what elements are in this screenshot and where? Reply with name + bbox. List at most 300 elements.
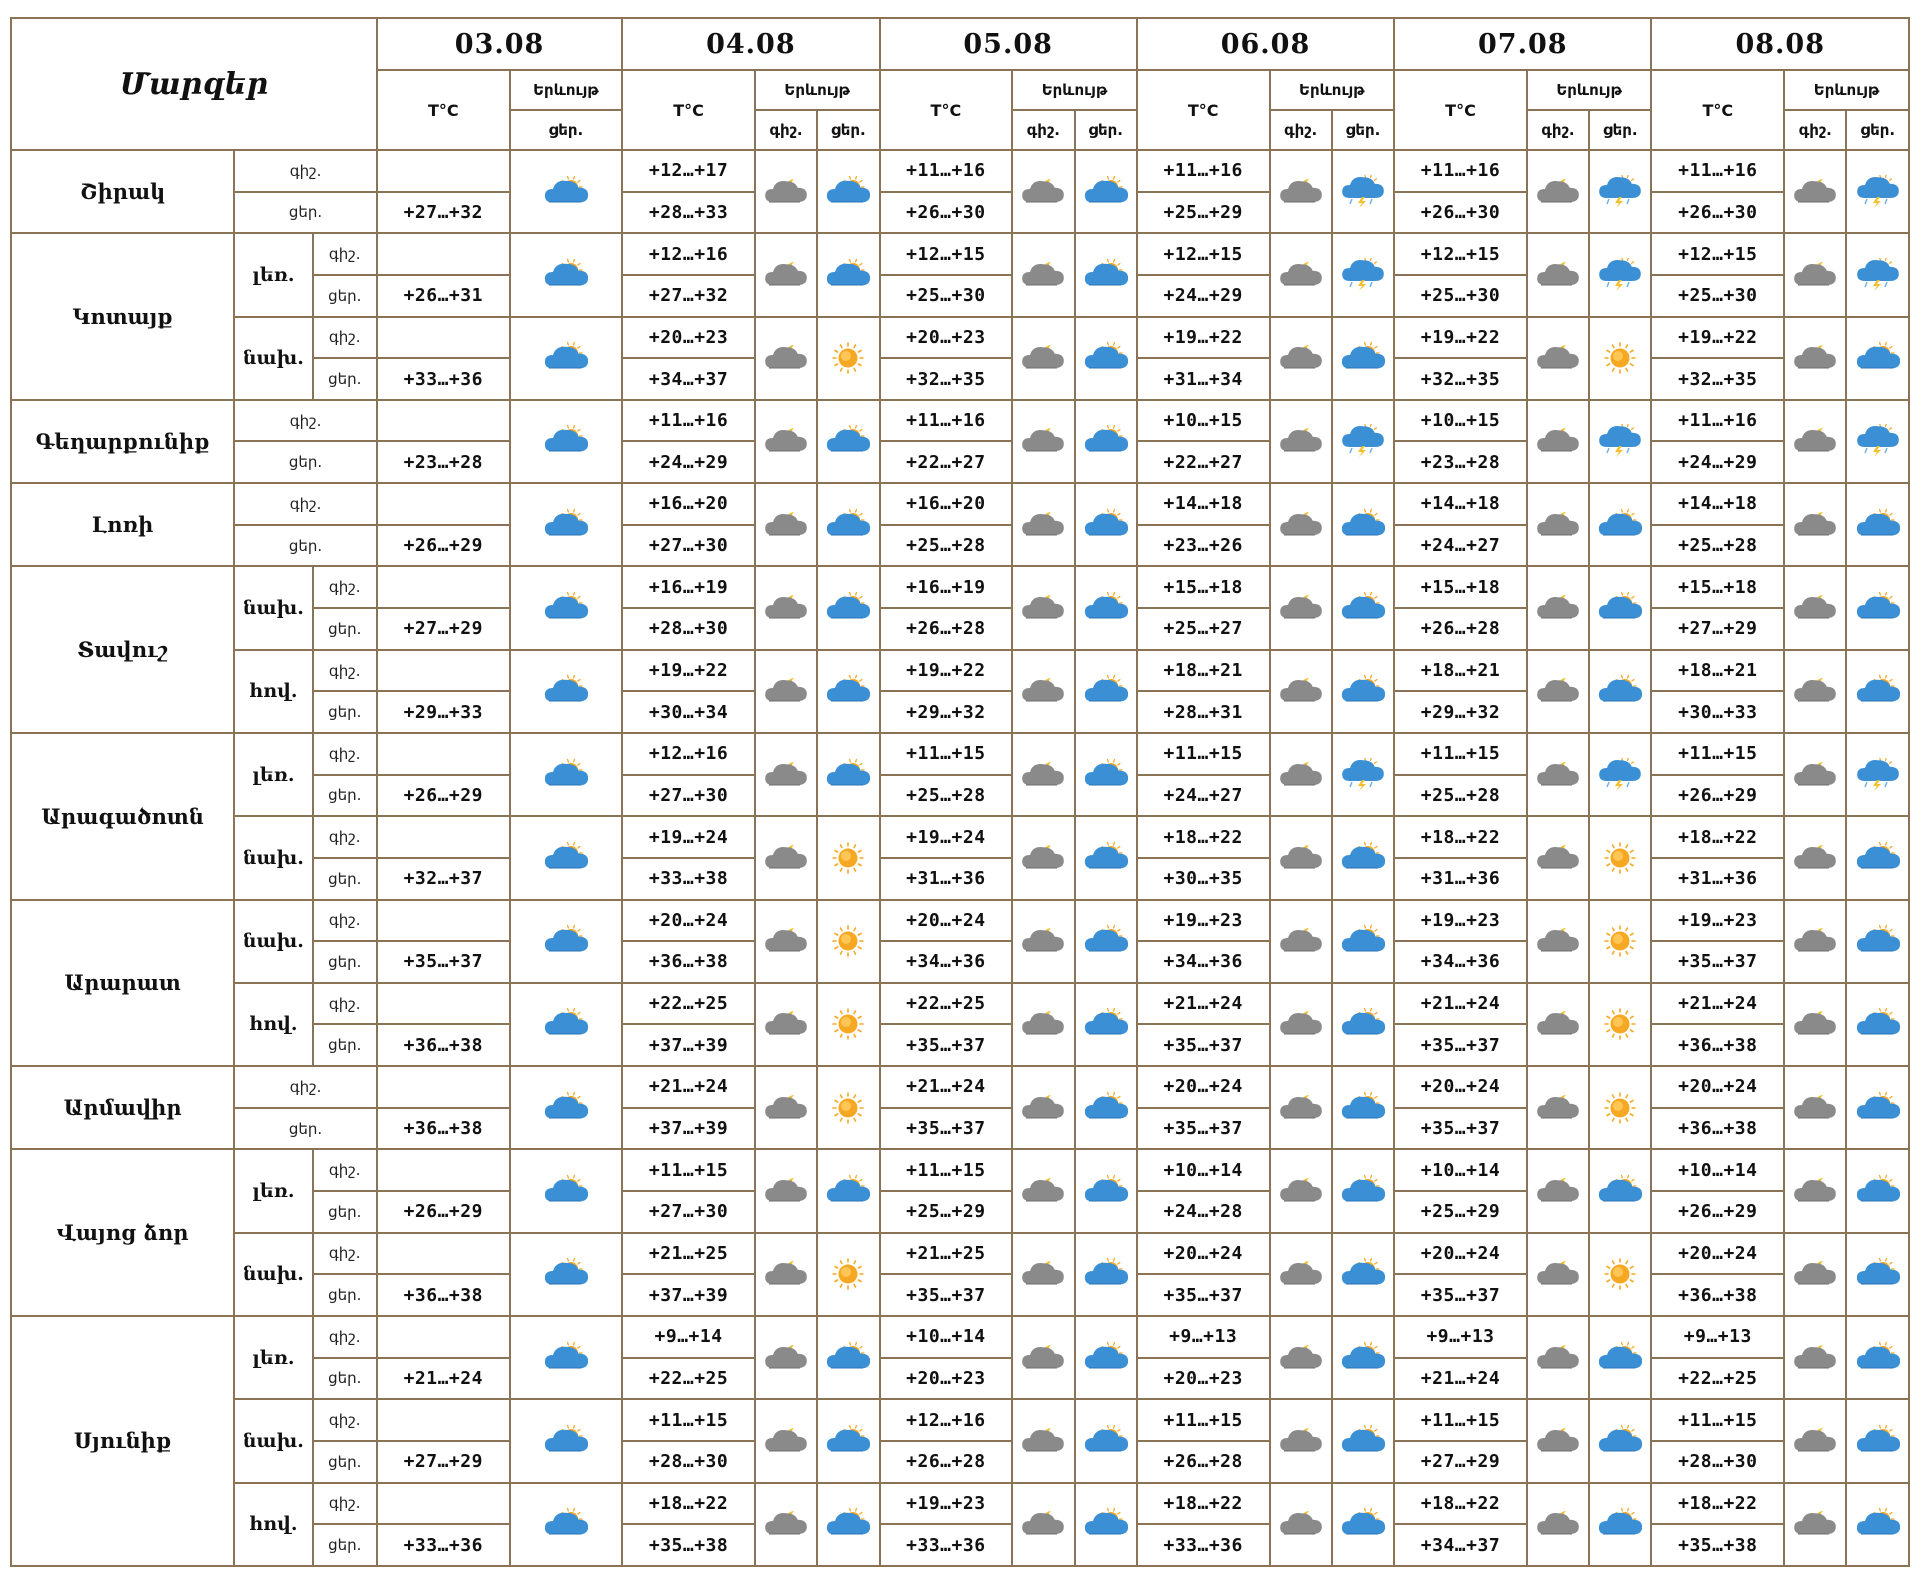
weather-cell — [755, 650, 817, 733]
night-label: գիշ. — [313, 900, 377, 942]
weather-cell — [1075, 1399, 1137, 1482]
night-temperature: +16…+20 — [880, 483, 1013, 525]
day-temperature: +24…+27 — [1394, 525, 1527, 567]
partly-cloudy-sun-icon — [1084, 1007, 1128, 1041]
day-temperature: +25…+29 — [880, 1191, 1013, 1233]
temperature-header: T°C — [377, 70, 510, 150]
weather-cell — [1589, 1149, 1651, 1232]
region-name: Շիրակ — [11, 150, 234, 233]
weather-cell — [1012, 400, 1074, 483]
weather-cell — [1332, 233, 1394, 316]
sub-area-label: հով. — [234, 983, 312, 1066]
night-temperature: +14…+18 — [1394, 483, 1527, 525]
table-row — [11, 900, 1909, 942]
weather-cell — [1075, 150, 1137, 233]
weather-cell — [1589, 483, 1651, 566]
partly-cloudy-sun-icon — [1084, 758, 1128, 792]
day-label: ցեր. — [313, 691, 377, 733]
day-temperature: +30…+34 — [622, 691, 755, 733]
night-label: գիշ. — [234, 483, 377, 525]
night-temperature: +12…+15 — [1394, 233, 1527, 275]
night-label: գիշ. — [313, 733, 377, 775]
night-subheader: գիշ. — [1784, 110, 1846, 150]
weather-cell — [755, 1149, 817, 1232]
day-temperature: +26…+28 — [1394, 608, 1527, 650]
weather-cell — [1589, 150, 1651, 233]
day-temperature: +27…+29 — [377, 1441, 510, 1483]
night-temperature: +20…+24 — [1651, 1233, 1784, 1275]
weather-cell — [510, 1399, 623, 1482]
weather-cell — [1846, 983, 1909, 1066]
night-temperature: +21…+24 — [1137, 983, 1270, 1025]
partly-cloudy-sun-icon — [544, 591, 588, 625]
day-temperature: +25…+30 — [1651, 275, 1784, 317]
weather-cell — [1012, 900, 1074, 983]
partly-cloudy-sun-icon — [1341, 1341, 1385, 1375]
sun-icon — [826, 1007, 870, 1041]
partly-cloudy-sun-icon — [1341, 1257, 1385, 1291]
weather-cell — [755, 816, 817, 899]
day-temperature: +35…+37 — [880, 1024, 1013, 1066]
day-temperature: +20…+23 — [880, 1358, 1013, 1400]
table-row — [11, 150, 1909, 192]
night-temperature: +21…+24 — [880, 1066, 1013, 1108]
night-temperature: +15…+18 — [1394, 566, 1527, 608]
night-temperature: +14…+18 — [1651, 483, 1784, 525]
cloud-moon-icon — [1279, 758, 1323, 792]
weather-cell — [1846, 566, 1909, 649]
night-temperature: +10…+14 — [880, 1316, 1013, 1358]
night-temperature: +16…+19 — [622, 566, 755, 608]
forecast-table — [10, 17, 1910, 1567]
weather-cell — [1589, 1483, 1651, 1567]
partly-cloudy-sun-icon — [544, 424, 588, 458]
cloud-moon-icon — [1536, 508, 1580, 542]
partly-cloudy-sun-icon — [544, 1007, 588, 1041]
weather-cell — [1846, 900, 1909, 983]
partly-cloudy-sun-icon — [826, 674, 870, 708]
weather-cell — [1527, 233, 1589, 316]
weather-cell — [1784, 1399, 1846, 1482]
day-temperature: +22…+25 — [1651, 1358, 1784, 1400]
cloud-moon-icon — [764, 591, 808, 625]
weather-cell — [1332, 650, 1394, 733]
partly-cloudy-sun-icon — [1856, 1007, 1900, 1041]
day-temperature: +27…+32 — [377, 192, 510, 234]
cloud-moon-icon — [1279, 591, 1323, 625]
partly-cloudy-sun-icon — [1084, 841, 1128, 875]
day-temperature: +27…+30 — [622, 525, 755, 567]
sun-icon — [826, 924, 870, 958]
cloud-moon-icon — [1536, 1507, 1580, 1541]
weather-cell — [1527, 1399, 1589, 1482]
cloud-moon-icon — [764, 1091, 808, 1125]
night-temperature: +11…+15 — [1394, 733, 1527, 775]
weather-cell — [1270, 983, 1332, 1066]
weather-cell — [1332, 900, 1394, 983]
weather-cell — [1332, 1316, 1394, 1399]
cloud-moon-icon — [1793, 1091, 1837, 1125]
night-temperature: +18…+22 — [1394, 816, 1527, 858]
night-temperature: +11…+15 — [622, 1399, 755, 1441]
temperature-header: T°C — [622, 70, 755, 150]
cloud-moon-icon — [1021, 924, 1065, 958]
partly-cloudy-sun-icon — [1856, 1424, 1900, 1458]
table-row — [11, 1233, 1909, 1275]
day-temperature: +30…+33 — [1651, 691, 1784, 733]
night-label: գիշ. — [313, 650, 377, 692]
day-temperature: +30…+35 — [1137, 858, 1270, 900]
sun-icon — [826, 841, 870, 875]
day-temperature: +33…+36 — [1137, 1524, 1270, 1566]
weather-cell — [1589, 1316, 1651, 1399]
night-temperature: +18…+21 — [1394, 650, 1527, 692]
partly-cloudy-sun-icon — [1084, 424, 1128, 458]
weather-cell — [510, 1149, 623, 1232]
partly-cloudy-sun-icon — [1598, 508, 1642, 542]
night-temperature: +12…+15 — [880, 233, 1013, 275]
partly-cloudy-sun-icon — [1598, 1424, 1642, 1458]
partly-cloudy-sun-icon — [1084, 924, 1128, 958]
cloud-moon-icon — [1793, 1007, 1837, 1041]
day-temperature: +20…+23 — [1137, 1358, 1270, 1400]
cloud-moon-icon — [764, 424, 808, 458]
weather-cell — [1332, 566, 1394, 649]
weather-cell — [510, 566, 623, 649]
weather-cell — [1784, 233, 1846, 316]
sub-area-label: նախ. — [234, 816, 312, 899]
night-temperature: +20…+24 — [880, 900, 1013, 942]
table-row — [11, 983, 1909, 1025]
night-temperature: +11…+15 — [1394, 1399, 1527, 1441]
cloud-moon-icon — [1021, 591, 1065, 625]
day-temperature: +29…+32 — [880, 691, 1013, 733]
partly-cloudy-sun-icon — [1856, 1507, 1900, 1541]
night-label: գիշ. — [313, 1399, 377, 1441]
day-label: ցեր. — [313, 941, 377, 983]
night-temperature: +10…+14 — [1651, 1149, 1784, 1191]
weather-cell — [1846, 1399, 1909, 1482]
partly-cloudy-sun-icon — [544, 1257, 588, 1291]
weather-header: Երևույթ — [510, 70, 623, 110]
weather-cell — [510, 733, 623, 816]
weather-header: Երևույթ — [1012, 70, 1137, 110]
thunderstorm-icon — [1341, 175, 1385, 209]
partly-cloudy-sun-icon — [1341, 508, 1385, 542]
sun-icon — [826, 1091, 870, 1125]
weather-cell — [755, 733, 817, 816]
day-temperature: +36…+38 — [622, 941, 755, 983]
night-temperature: +11…+15 — [880, 733, 1013, 775]
weather-cell — [1527, 317, 1589, 400]
date-header: 04.08 — [622, 18, 879, 70]
day-label: ցեր. — [313, 1358, 377, 1400]
night-temperature: +20…+24 — [1651, 1066, 1784, 1108]
cloud-moon-icon — [1279, 1424, 1323, 1458]
cloud-moon-icon — [1279, 508, 1323, 542]
sun-icon — [826, 341, 870, 375]
weather-cell — [1012, 1233, 1074, 1316]
weather-cell — [1589, 233, 1651, 316]
weather-cell — [1270, 317, 1332, 400]
weather-cell — [755, 1399, 817, 1482]
night-temperature: +18…+22 — [1137, 1483, 1270, 1525]
night-temperature: +16…+20 — [622, 483, 755, 525]
night-subheader: գիշ. — [1527, 110, 1589, 150]
cloud-moon-icon — [1279, 341, 1323, 375]
cloud-moon-icon — [764, 841, 808, 875]
weather-cell — [1527, 1316, 1589, 1399]
night-temperature: +10…+14 — [1394, 1149, 1527, 1191]
weather-cell — [1012, 1483, 1074, 1567]
night-temperature: +11…+15 — [1137, 733, 1270, 775]
cloud-moon-icon — [1021, 341, 1065, 375]
cloud-moon-icon — [1536, 674, 1580, 708]
cloud-moon-icon — [1021, 175, 1065, 209]
cloud-moon-icon — [1793, 175, 1837, 209]
partly-cloudy-sun-icon — [826, 1507, 870, 1541]
day-temperature: +21…+24 — [1394, 1358, 1527, 1400]
day-temperature: +36…+38 — [377, 1108, 510, 1150]
cloud-moon-icon — [1279, 841, 1323, 875]
day-temperature: +31…+36 — [880, 858, 1013, 900]
weather-cell — [1784, 150, 1846, 233]
night-temperature: +19…+22 — [880, 650, 1013, 692]
weather-cell — [755, 900, 817, 983]
region-name: Լոռի — [11, 483, 234, 566]
cloud-moon-icon — [1021, 841, 1065, 875]
night-label: գիշ. — [234, 150, 377, 192]
partly-cloudy-sun-icon — [1341, 341, 1385, 375]
day-temperature: +37…+39 — [622, 1108, 755, 1150]
weather-cell — [1270, 1066, 1332, 1149]
weather-cell — [1012, 816, 1074, 899]
day-temperature: +36…+38 — [1651, 1108, 1784, 1150]
sun-icon — [1598, 341, 1642, 375]
day-temperature: +24…+27 — [1137, 775, 1270, 817]
cloud-moon-icon — [1793, 758, 1837, 792]
cloud-moon-icon — [1021, 674, 1065, 708]
day-temperature: +23…+28 — [377, 441, 510, 483]
cloud-moon-icon — [1279, 258, 1323, 292]
cloud-moon-icon — [1536, 758, 1580, 792]
partly-cloudy-sun-icon — [1084, 1091, 1128, 1125]
table-row — [11, 816, 1909, 858]
partly-cloudy-sun-icon — [1856, 1341, 1900, 1375]
partly-cloudy-sun-icon — [544, 1507, 588, 1541]
partly-cloudy-sun-icon — [1341, 1091, 1385, 1125]
day-temperature: +24…+29 — [622, 441, 755, 483]
day-temperature: +24…+28 — [1137, 1191, 1270, 1233]
weather-cell — [817, 650, 879, 733]
night-temperature: +19…+22 — [622, 650, 755, 692]
cloud-moon-icon — [1021, 1424, 1065, 1458]
day-subheader: ցեր. — [817, 110, 879, 150]
weather-cell — [1075, 1483, 1137, 1567]
night-label: գիշ. — [313, 816, 377, 858]
night-temperature: +20…+24 — [1394, 1066, 1527, 1108]
cloud-moon-icon — [1536, 1174, 1580, 1208]
weather-cell — [1270, 1233, 1332, 1316]
cloud-moon-icon — [1793, 424, 1837, 458]
date-header: 06.08 — [1137, 18, 1394, 70]
night-label: գիշ. — [313, 1233, 377, 1275]
night-temperature: +19…+24 — [622, 816, 755, 858]
table-row — [11, 233, 1909, 275]
weather-cell — [1589, 900, 1651, 983]
day-temperature: +35…+38 — [622, 1524, 755, 1566]
day-temperature: +26…+29 — [377, 525, 510, 567]
sub-area-label: նախ. — [234, 1399, 312, 1482]
thunderstorm-icon — [1598, 258, 1642, 292]
weather-cell — [1527, 1149, 1589, 1232]
cloud-moon-icon — [764, 1174, 808, 1208]
weather-cell — [1589, 400, 1651, 483]
cloud-moon-icon — [1021, 424, 1065, 458]
weather-cell — [1075, 317, 1137, 400]
night-temperature: +19…+22 — [1394, 317, 1527, 359]
night-label: գիշ. — [313, 317, 377, 359]
night-temperature: +9…+13 — [1137, 1316, 1270, 1358]
day-temperature: +35…+37 — [377, 941, 510, 983]
night-temperature: +11…+16 — [880, 400, 1013, 442]
day-label: ցեր. — [313, 1441, 377, 1483]
night-temperature — [377, 1233, 510, 1275]
weather-cell — [1846, 733, 1909, 816]
day-temperature: +22…+27 — [880, 441, 1013, 483]
weather-cell — [817, 1316, 879, 1399]
partly-cloudy-sun-icon — [544, 175, 588, 209]
cloud-moon-icon — [1536, 341, 1580, 375]
thunderstorm-icon — [1856, 758, 1900, 792]
weather-cell — [817, 1399, 879, 1482]
temperature-header: T°C — [1137, 70, 1270, 150]
weather-cell — [1784, 733, 1846, 816]
weather-cell — [755, 983, 817, 1066]
thunderstorm-icon — [1598, 758, 1642, 792]
weather-cell — [1332, 1149, 1394, 1232]
cloud-moon-icon — [1793, 841, 1837, 875]
night-temperature: +11…+16 — [1394, 150, 1527, 192]
night-temperature — [377, 150, 510, 192]
night-temperature: +18…+22 — [1651, 1483, 1784, 1525]
cloud-moon-icon — [1021, 1091, 1065, 1125]
weather-cell — [755, 150, 817, 233]
day-label: ցեր. — [234, 1108, 377, 1150]
weather-cell — [755, 1316, 817, 1399]
partly-cloudy-sun-icon — [1084, 1341, 1128, 1375]
weather-cell — [510, 650, 623, 733]
cloud-moon-icon — [1793, 1341, 1837, 1375]
day-temperature: +28…+30 — [622, 1441, 755, 1483]
weather-cell — [1332, 1233, 1394, 1316]
day-temperature: +32…+35 — [1651, 358, 1784, 400]
weather-cell — [1075, 566, 1137, 649]
night-temperature: +18…+21 — [1651, 650, 1784, 692]
weather-cell — [510, 1316, 623, 1399]
cloud-moon-icon — [1279, 1257, 1323, 1291]
cloud-moon-icon — [1279, 424, 1323, 458]
weather-cell — [755, 566, 817, 649]
weather-cell — [1784, 317, 1846, 400]
cloud-moon-icon — [1279, 1091, 1323, 1125]
day-subheader: ցեր. — [1846, 110, 1909, 150]
cloud-moon-icon — [1279, 1174, 1323, 1208]
partly-cloudy-sun-icon — [1341, 1007, 1385, 1041]
cloud-moon-icon — [1793, 508, 1837, 542]
partly-cloudy-sun-icon — [1341, 1424, 1385, 1458]
weather-cell — [1846, 816, 1909, 899]
night-temperature — [377, 1149, 510, 1191]
day-temperature: +25…+28 — [1651, 525, 1784, 567]
cloud-moon-icon — [764, 1507, 808, 1541]
night-temperature: +10…+15 — [1394, 400, 1527, 442]
cloud-moon-icon — [1793, 1174, 1837, 1208]
thunderstorm-icon — [1341, 424, 1385, 458]
table-row — [11, 1149, 1909, 1191]
day-temperature: +25…+29 — [1394, 1191, 1527, 1233]
weather-cell — [755, 317, 817, 400]
night-temperature: +11…+16 — [622, 400, 755, 442]
night-temperature: +16…+19 — [880, 566, 1013, 608]
weather-cell — [1012, 650, 1074, 733]
weather-cell — [1012, 983, 1074, 1066]
day-label: ցեր. — [313, 1524, 377, 1566]
weather-cell — [510, 900, 623, 983]
cloud-moon-icon — [1793, 1257, 1837, 1291]
night-temperature — [377, 1483, 510, 1525]
cloud-moon-icon — [1793, 924, 1837, 958]
day-temperature: +32…+35 — [880, 358, 1013, 400]
region-name: Տավուշ — [11, 566, 234, 733]
partly-cloudy-sun-icon — [1084, 508, 1128, 542]
partly-cloudy-sun-icon — [1856, 1257, 1900, 1291]
partly-cloudy-sun-icon — [1341, 1507, 1385, 1541]
night-temperature: +19…+23 — [1137, 900, 1270, 942]
weather-cell — [755, 483, 817, 566]
night-subheader: գիշ. — [1012, 110, 1074, 150]
weather-cell — [1784, 1066, 1846, 1149]
day-temperature: +26…+28 — [1137, 1441, 1270, 1483]
cloud-moon-icon — [764, 1257, 808, 1291]
night-temperature: +12…+16 — [880, 1399, 1013, 1441]
sun-icon — [1598, 841, 1642, 875]
night-temperature: +19…+23 — [1651, 900, 1784, 942]
partly-cloudy-sun-icon — [1341, 841, 1385, 875]
weather-cell — [1332, 816, 1394, 899]
day-temperature: +34…+37 — [622, 358, 755, 400]
day-temperature: +27…+29 — [1394, 1441, 1527, 1483]
night-temperature — [377, 317, 510, 359]
day-label: ցեր. — [313, 775, 377, 817]
day-temperature: +31…+36 — [1394, 858, 1527, 900]
day-temperature: +35…+37 — [880, 1274, 1013, 1316]
cloud-moon-icon — [764, 924, 808, 958]
sun-icon — [1598, 1007, 1642, 1041]
weather-cell — [1270, 733, 1332, 816]
weather-cell — [1270, 150, 1332, 233]
date-header: 05.08 — [880, 18, 1137, 70]
day-temperature: +27…+30 — [622, 775, 755, 817]
weather-cell — [817, 566, 879, 649]
day-temperature: +25…+28 — [880, 775, 1013, 817]
weather-header: Երևույթ — [1527, 70, 1652, 110]
region-name: Գեղարքունիք — [11, 400, 234, 483]
day-subheader: ցեր. — [1589, 110, 1651, 150]
weather-cell — [1527, 650, 1589, 733]
night-temperature: +9…+13 — [1651, 1316, 1784, 1358]
weather-cell — [510, 1233, 623, 1316]
